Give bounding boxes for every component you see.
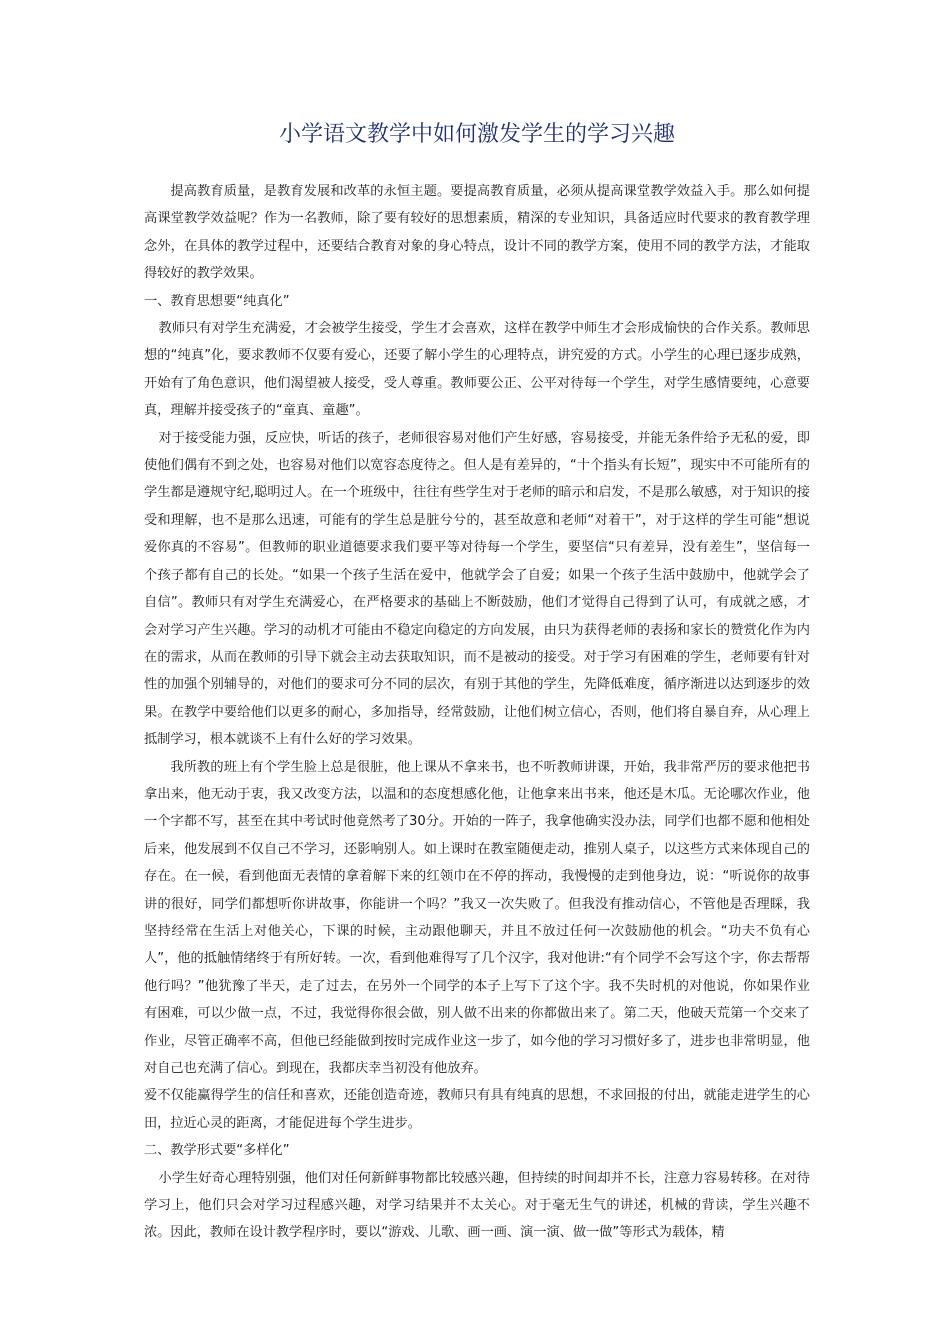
paragraph: 爱不仅能赢得学生的信任和喜欢，还能创造奇迹，教师只有具有纯真的思想，不求回报的付出，就能走进学生的心田，拉近心灵的距离，才能促进每个学生进步。 bbox=[144, 1088, 810, 1131]
paragraph: 我所教的班上有个学生脸上总是很脏，他上课从不拿来书，也不听教师讲课，开始，我非常严厉的要求他把书拿出来，他无动于衷，我又改变方法，以温和的态度想感化他，让他拿来出书来，他还是木瓜。无论哪次作业，他一个字都不写，甚至在其中考试时他竟然考了30分。开始的一阵子，我拿他确实没办法，同学们也都不愿和他相处后来，他发展到不仅自己不学习，还影响别人。如上课时在教室随便走动，推别人桌子，以这些方式来体现自己的存在。在一候，看到他面无表情的拿着解下来的红领巾在不停的挥动，我慢慢的走到他身边，说：“听说你的故事讲的很好，同学们都想听你讲故事，你能讲一个吗？”我又一次失败了。但我没有推动信心，不管他是否理睬，我坚持经常在生活上对他关心，下课的时候，主动跟他聊天，并且不放过任何一次鼓励他的机会。“功夫不负有心人”，他的抵触情绪终于有所好转。一次，看到他难得写了几个汉字，我对他讲:“有个同学不会写这个字，你去帮帮他行吗？”他犹豫了半天，走了过去，在另外一个同学的本子上写下了这个字。我不失时机的对他说，你如果作业有困难，可以少做一点，不过，我觉得你很会做，别人做不出来的你都做出来了。第二天，他破天荒第一个交来了作业，尽管正确率不高，但他已经能做到按时完成作业这一步了，如今他的学习习惯好多了，进步也非常明显，他对自己也充满了信心。到现在，我都庆幸当初没有他放弃。 bbox=[144, 759, 810, 1076]
intro-paragraph: 提高教育质量，是教育发展和改革的永恒主题。要提高教育质量，必须从提高课堂教学效益入手。那么如何提高课堂教学效益呢？作为一名教师，除了要有较好的思想素质，精深的专业知识，具备适应时代要求的教育教学理念外，在具体的教学过程中，还要结合教育对象的身心特点，设计不同的教学方案，使用不同的教学方法，才能取得较好的教学效果。 bbox=[144, 184, 810, 282]
document-page bbox=[144, 118, 810, 1247]
section-heading-2: 二、教学形式要“多样化” bbox=[144, 1143, 290, 1159]
section-heading-1: 一、教育思想要“纯真化” bbox=[144, 293, 290, 309]
document-title: 小学语文教学中如何激发学生的学习兴趣 bbox=[278, 122, 675, 147]
paragraph: 小学生好奇心理特别强，他们对任何新鲜事物都比较感兴趣，但持续的时间却并不长，注意力容易转移。在对待学习上，他们只会对学习过程感兴趣，对学习结果并不太关心。对于毫无生气的讲述，机械的背读，学生兴趣不浓。因此，教师在设计教学程序时，要以“游戏、儿歌、画一画、演一演、做一做”等形式为载体，精 bbox=[144, 1170, 810, 1241]
paragraph: 教师只有对学生充满爱，才会被学生接受，学生才会喜欢，这样在教学中师生才会形成愉快的合作关系。教师思想的“纯真”化，要求教师不仅要有爱心，还要了解小学生的心理特点，讲究爱的方式。小学生的心理已逐步成熟，开始有了角色意识，他们渴望被人接受，受人尊重。教师要公正、公平对待每一个学生，对学生感情要纯，心意要真，理解并接受孩子的“童真、童趣”。 bbox=[144, 321, 810, 419]
paragraph: 对于接受能力强，反应快，听话的孩子，老师很容易对他们产生好感，容易接受，并能无条件给予无私的爱，即使他们偶有不到之处，也容易对他们以宽容态度待之。但人是有差异的，“十个指头有长短”，现实中不可能所有的学生都是遵规守纪,聪明过人。在一个班级中，往往有些学生对于老师的暗示和启发，不是那么敏感，对于知识的接受和理解，也不是那么迅速，可能有的学生总是脏兮兮的，甚至故意和老师“对着干”，对于这样的学生可能“想说爱你真的不容易”。但教师的职业道德要求我们要平等对待每一个学生，要坚信“只有差异，没有差生”，坚信每一个孩子都有自己的长处。“如果一个孩子生活在爱中，他就学会了自爱；如果一个孩子生活中鼓励中，他就学会了自信”。教师只有对学生充满爱心，在严格要求的基础上不断鼓励，他们才觉得自己得到了认可，有成就之感，才会对学习产生兴趣。学习的动机才可能由不稳定向稳定的方向发展，由只为获得老师的表扬和家长的赞赏化作为内在的需求，从而在教师的引导下就会主动去获取知识，而不是被动的接受。对于学习有困难的学生，老师要有针对性的加强个别辅导的，对他们的要求可分不同的层次，有别于其他的学生，先降低难度，循序渐进以达到逐步的效果。在教学中要给他们以更多的耐心，多加指导，经常鼓励，让他们树立信心，否则，他们将自暴自弃，从心理上抵制学习，根本就谈不上有什么好的学习效果。 bbox=[144, 430, 810, 748]
